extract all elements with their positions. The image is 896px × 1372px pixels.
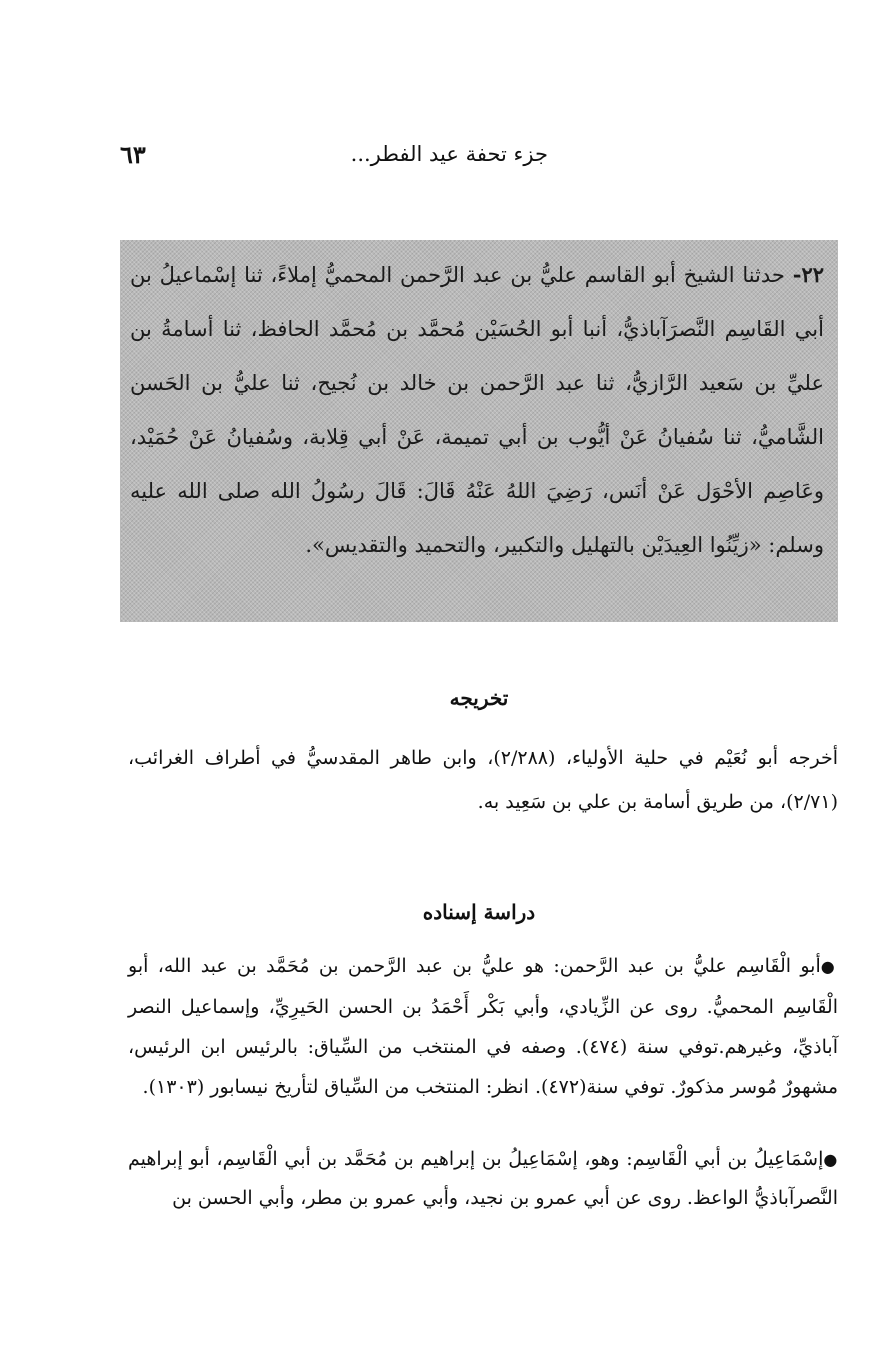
bullet-icon: ● [820, 957, 839, 976]
running-title: جزء تحفة عيد الفطر... [350, 142, 548, 166]
hadith-body: حدثنا الشيخ أبو القاسم عليُّ بن عبد الرَّحمن المحميُّ إملاءً، ثنا إسْماعيلُ بن أبي القَاسِم النَّصرَآباذيُّ، أنبا أبو الحُسَيْن مُحمَّد بن مُحمَّد الحافظ، ثنا أسامةُ بن عليِّ بن سَعيد الرَّازيُّ، ثنا عبد الرَّحمن بن خالد بن نُجيح، ثنا عليُّ بن الحَسن الشَّاميُّ، ثنا سُفيانُ عَنْ أيُّوب بن أبي تميمة، عَنْ أبي قِلابة، وسُفيانُ عَنْ حُمَيْد، وعَاصِم الأحْوَل عَنْ أنَس، رَضِيَ اللهُ عَنْهُ قَالَ: قَالَ رسُولُ الله صلى الله عليه وسلم: «زيِّنُوا العِيدَيْن بالتهليل والتكبير، والتحميد والتقديس». [130, 263, 824, 557]
bullet-icon: ● [823, 1150, 838, 1169]
narrator-text: إسْمَاعِيلُ بن أبي الْقَاسِم: وهو، إسْمَاعِيلُ بن إبراهيم بن مُحَمَّد بن أبي الْقَاسِم، أبو إبراهيم النَّصرآباذيُّ الواعظ. روى عن أبي عمرو بن نجيد، وأبي عمرو بن مطر، وأبي الحسن بن [128, 1148, 838, 1209]
narrator-paragraph [128, 1140, 838, 1217]
isnad-heading: دراسة إسناده [422, 900, 536, 924]
takhrij-heading: تخريجه [449, 686, 509, 710]
hadith-number: ٢٢- [792, 262, 824, 287]
page-number: ٦٣ [120, 140, 146, 169]
takhrij-paragraph: أخرجه أبو نُعَيْم في حلية الأولياء، (٢/٢٨٨)، وابن طاهر المقدسيُّ في أطراف الغرائب، (٢/٧١)، من طريق أسامة بن علي بن سَعِيد به. [128, 747, 838, 813]
hadith-box [120, 240, 838, 622]
narrator-text: أبو الْقَاسِم عليُّ بن عبد الرَّحمن: هو عليُّ بن عبد الرَّحمن بن مُحَمَّد بن عبد الله، أبو الْقَاسِم المحميُّ. روى عن الزِّيادي، وأبي بَكْر أَحْمَدُ بن الحسن الحَيرِيِّ، وإسماعيل النصر آباذيِّ، وغيرهم.توفي سنة (٤٧٤). وصفه في المنتخب من السِّياق: بالرئيس ابن الرئيس، مشهورٌ مُوسر مذكورٌ. توفي سنة(٤٧٢). انظر: المنتخب من السِّياق لتأريخ نيسابور (١٣٠٣). [128, 955, 838, 1098]
page-header [120, 138, 778, 178]
hadith-text [130, 248, 824, 572]
narrator-paragraph [128, 946, 838, 1107]
